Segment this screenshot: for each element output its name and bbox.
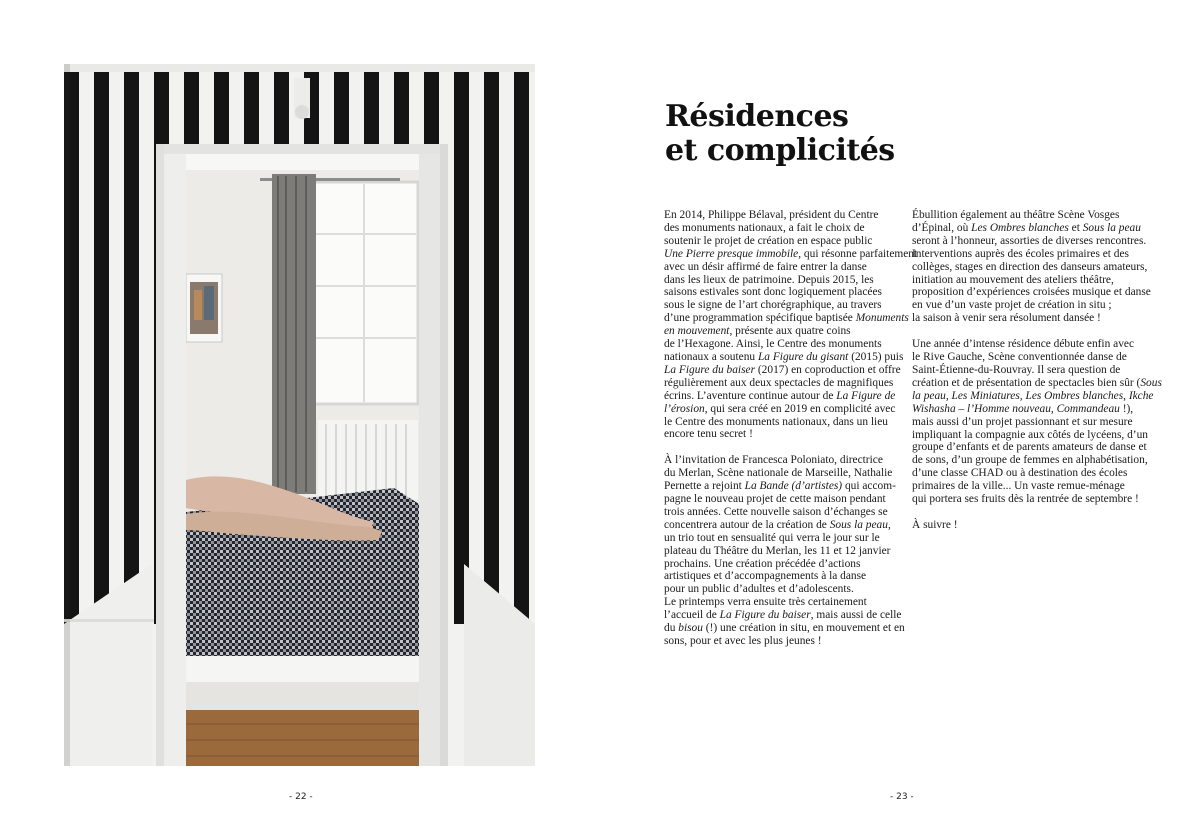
text-line: pagne le nouveau projet de cette maison pendant <box>664 493 886 506</box>
text-line: trois années. Cette nouvelle saison d’échanges se <box>664 505 888 518</box>
text-line: saisons estivales sont donc logiquement placées <box>664 286 882 299</box>
page-number-left: - 22 - <box>289 792 313 802</box>
paragraph <box>912 519 1140 532</box>
text-line: Ébullition également au théâtre Scène Vosges <box>912 209 1120 221</box>
text-line: sous le signe de l’art chorégraphique, au travers <box>664 299 882 312</box>
text-line: qui portera ses fruits dès la rentrée de septembre ! <box>912 493 1139 506</box>
text-line: en vue d’un vaste projet de création in situ ; <box>912 299 1112 312</box>
text-line: Une Pierre presque immobile, qui résonne parfaitement <box>664 247 918 260</box>
paragraph <box>664 454 905 648</box>
text-line: avec un désir affirmé de faire entrer la danse <box>664 260 867 273</box>
text-line: encore tenu secret ! <box>664 428 753 441</box>
text-line: plateau du Théâtre du Merlan, les 11 et 12 janvier <box>664 544 891 557</box>
text-line: proposition d’expériences croisées musique et danse <box>912 286 1151 299</box>
text-line: d’Épinal, où Les Ombres blanches et Sous la peau <box>912 221 1141 234</box>
text-line: En 2014, Philippe Bélaval, président du Centre <box>664 209 879 221</box>
page-number-right: - 23 - <box>890 792 914 802</box>
text-line: Une année d’intense résidence débute enfin avec <box>912 338 1135 351</box>
text-line: sons, pour et avec les plus jeunes ! <box>664 635 822 647</box>
text-line: le Centre des monuments nationaux, dans un lieu <box>664 415 888 428</box>
text-line: Wishasha – l’Homme nouveau, Commandeau !), <box>912 402 1134 415</box>
text-line: le Rive Gauche, Scène conventionnée danse de <box>912 351 1127 364</box>
page-title-line-2: et complicités <box>665 133 895 168</box>
text-line: À suivre ! <box>912 518 958 531</box>
text-line: écrins. L’aventure continue autour de La Figure de <box>664 389 896 402</box>
text-line: prochains. Une création précédée d’actions <box>664 557 861 570</box>
text-line: d’une classe CHAD ou à destination des écoles <box>912 467 1128 480</box>
text-line: un trio tout en sensualité qui verra le jour sur le <box>664 531 880 544</box>
text-line: La Figure du baiser (2017) en coproduction et offre <box>664 363 901 376</box>
text-line: soutenir le projet de création en espace public <box>664 234 873 247</box>
text-column-1 <box>664 209 918 661</box>
paragraph <box>664 209 918 441</box>
text-line: la saison à venir sera résolument dansée ! <box>912 312 1101 325</box>
bedroom-photo <box>64 64 535 766</box>
text-line: régulièrement aux deux spectacles de magnifiques <box>664 376 894 389</box>
text-line: concentrera autour de la création de Sous la peau, <box>664 518 891 531</box>
text-line: l’accueil de La Figure du baiser, mais aussi de celle <box>664 609 902 622</box>
text-line: seront à l’honneur, assorties de diverses rencontres. <box>912 234 1147 247</box>
text-line: dans les lieux de patrimoine. Depuis 2015, les <box>664 273 874 286</box>
text-line: nationaux a soutenu La Figure du gisant (2015) puis <box>664 350 904 363</box>
text-line: mais aussi d’un projet passionnant et sur mesure <box>912 415 1133 428</box>
text-line: la peau, Les Miniatures, Les Ombres blanches, Ikche <box>912 389 1154 402</box>
text-line: en mouvement, présente aux quatre coins <box>664 325 851 338</box>
text-line: groupe d’enfants et de parents amateurs de danse et <box>912 441 1147 454</box>
paragraph <box>912 338 1162 506</box>
text-line: du bisou (!) une création in situ, en mouvement et en <box>664 622 905 635</box>
text-column-2 <box>912 209 1162 545</box>
text-line: Saint-Étienne-du-Rouvray. Il sera question de <box>912 363 1121 376</box>
text-line: Interventions auprès des écoles primaires et des <box>912 247 1129 260</box>
text-line: pour un public d’adultes et d’adolescents. <box>664 583 854 596</box>
text-line: impliquant la compagnie aux côtés de lycéens, d’un <box>912 428 1148 441</box>
text-line: des monuments nationaux, a fait le choix de <box>664 221 865 234</box>
text-line: initiation au mouvement des ateliers théâtre, <box>912 273 1114 286</box>
text-line: Le printemps verra ensuite très certainement <box>664 596 867 609</box>
paragraph <box>912 209 1151 325</box>
text-line: Pernette a rejoint La Bande (d’artistes) qui accom- <box>664 480 896 493</box>
page-title <box>665 100 895 168</box>
text-line: l’érosion, qui sera créé en 2019 en complicité avec <box>664 402 896 415</box>
right-page <box>600 0 1200 831</box>
photo-illustration <box>64 64 535 766</box>
text-line: du Merlan, Scène nationale de Marseille, Nathalie <box>664 467 893 480</box>
text-line: artistiques et d’accompagnements à la danse <box>664 570 867 583</box>
text-line: primaires de la ville... Un vaste remue-ménage <box>912 480 1125 493</box>
text-line: À l’invitation de Francesca Poloniato, directrice <box>664 454 883 467</box>
text-line: de sons, d’un groupe de femmes en alphabétisation, <box>912 454 1148 467</box>
text-line: d’une programmation spécifique baptisée Monuments <box>664 312 909 325</box>
text-line: collèges, stages en direction des danseurs amateurs, <box>912 260 1148 273</box>
page-title-line-1: Résidences <box>665 99 849 134</box>
text-line: de l’Hexagone. Ainsi, le Centre des monuments <box>664 338 882 351</box>
text-line: création et de présentation de spectacles bien sûr (Sous <box>912 376 1162 389</box>
